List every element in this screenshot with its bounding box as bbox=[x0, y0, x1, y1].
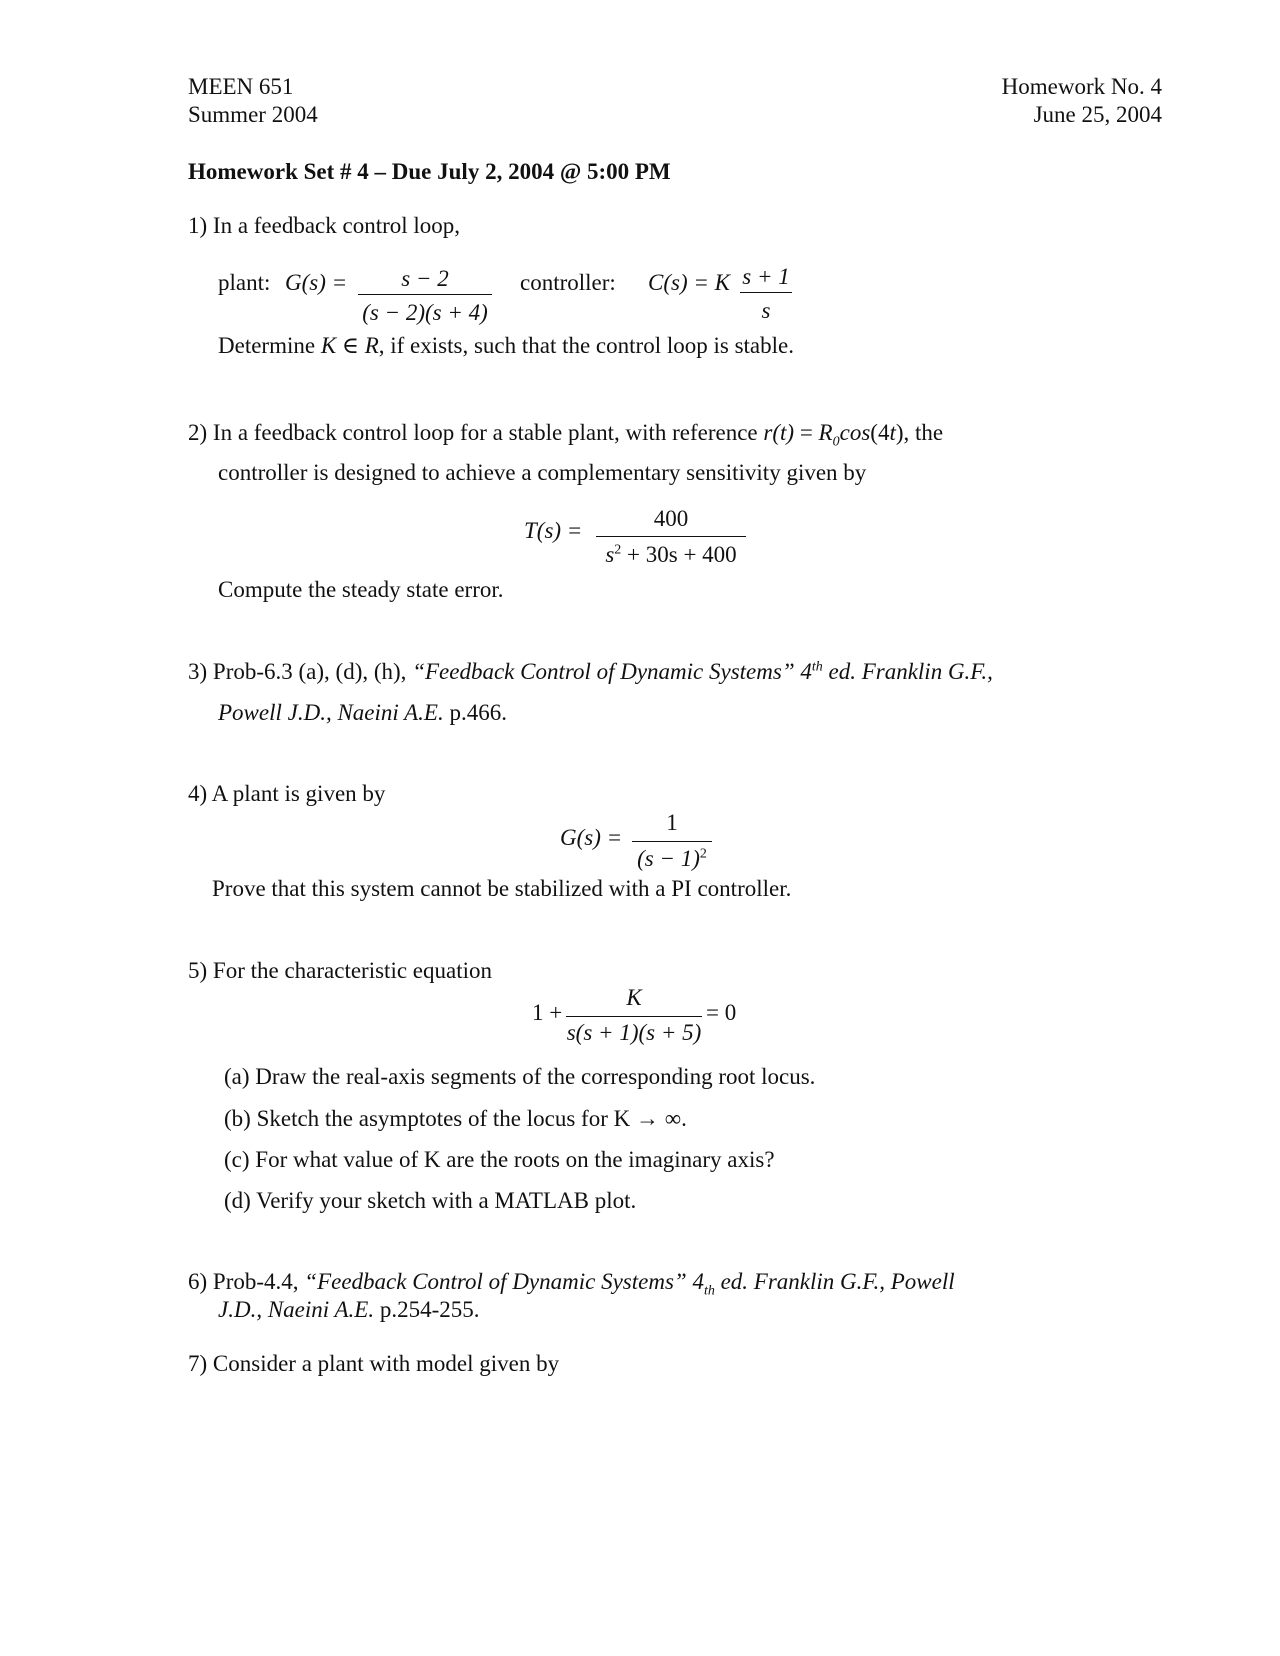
problem-3-line-1: 3) Prob-6.3 (a), (d), (h), “Feedback Control of Dynamic Systems” 4th ed. Franklin G.F., bbox=[188, 659, 993, 684]
controller-numerator: s + 1 bbox=[742, 264, 790, 289]
fraction-bar bbox=[358, 294, 492, 295]
fraction-bar bbox=[566, 1016, 702, 1017]
problem-4-intro: 4) A plant is given by bbox=[188, 781, 386, 806]
plant-numerator: s − 2 bbox=[401, 266, 449, 291]
char-eq-fraction bbox=[566, 985, 702, 1055]
char-eq-denominator: s(s + 1)(s + 5) bbox=[566, 1020, 702, 1045]
course-code: MEEN 651 bbox=[188, 74, 294, 99]
problem-5-item-d: (d) Verify your sketch with a MATLAB plot. bbox=[224, 1188, 637, 1213]
char-eq-rhs: = 0 bbox=[706, 1000, 737, 1025]
controller-C-lhs: C(s) = K bbox=[648, 270, 730, 295]
problem-2-line-1: 2) In a feedback control loop for a stable plant, with reference $r(t) = R_0\cos(4t)$, the bbox=[188, 420, 944, 450]
problem-7-intro: 7) Consider a plant with model given by bbox=[188, 1351, 560, 1376]
char-eq-numerator: K bbox=[626, 985, 642, 1010]
homework-number: Homework No. 4 bbox=[1001, 74, 1162, 99]
problem-3-line-2: Powell J.D., Naeini A.E. p.466. bbox=[218, 700, 507, 725]
char-eq-lhs: 1 + bbox=[532, 1000, 563, 1025]
sensitivity-numerator: 400 bbox=[653, 506, 689, 531]
sensitivity-fraction bbox=[596, 504, 746, 574]
problem-5-intro: 5) For the characteristic equation bbox=[188, 958, 492, 983]
fraction-bar bbox=[596, 536, 746, 537]
problem-1-intro: 1) In a feedback control loop, bbox=[188, 213, 461, 238]
plant-denominator: (s − 2)(s + 4) bbox=[362, 300, 488, 325]
controller-label: controller: bbox=[520, 270, 616, 295]
fraction-bar bbox=[740, 292, 792, 293]
plant-4-denominator: $(s - 1)^2$ bbox=[637, 846, 707, 871]
problem-6-line-1: 6) Prob-4.4, “Feedback Control of Dynamic Systems” $4_{th}$ ed. Franklin G.F., Powell bbox=[188, 1269, 955, 1299]
problem-6-line-2: J.D., Naeini A.E. p.254-255. bbox=[218, 1297, 480, 1322]
plant-4-G-lhs: G(s) = bbox=[560, 825, 623, 850]
plant-label: plant: bbox=[218, 270, 271, 295]
plant-4-numerator: 1 bbox=[666, 810, 678, 835]
problem-4-question: Prove that this system cannot be stabilized with a PI controller. bbox=[212, 876, 792, 901]
problem-5-item-a: (a) Draw the real-axis segments of the corresponding root locus. bbox=[224, 1064, 816, 1089]
problem-2-question: Compute the steady state error. bbox=[218, 577, 504, 602]
sensitivity-denominator: $s^2 + 30s + 400$ bbox=[605, 542, 737, 567]
problem-5-item-c: (c) For what value of K are the roots on the imaginary axis? bbox=[224, 1147, 775, 1172]
page-title: Homework Set # 4 – Due July 2, 2004 @ 5:00 PM bbox=[188, 159, 671, 184]
controller-fraction bbox=[740, 254, 792, 324]
problem-5-item-b: (b) Sketch the asymptotes of the locus for K → ∞. bbox=[224, 1106, 687, 1131]
problem-2-line-2: controller is designed to achieve a complementary sensitivity given by bbox=[218, 460, 867, 485]
homework-date: June 25, 2004 bbox=[1033, 102, 1162, 127]
course-term: Summer 2004 bbox=[188, 102, 318, 127]
fraction-bar bbox=[632, 841, 712, 842]
plant-4-fraction bbox=[632, 810, 712, 880]
plant-fraction bbox=[358, 256, 492, 326]
sensitivity-T-lhs: T(s) = bbox=[524, 518, 583, 543]
controller-denominator: s bbox=[761, 298, 771, 323]
plant-G-lhs: G(s) = bbox=[285, 270, 348, 295]
problem-1-question: Determine K ∈ R, if exists, such that the control loop is stable. bbox=[218, 333, 794, 358]
